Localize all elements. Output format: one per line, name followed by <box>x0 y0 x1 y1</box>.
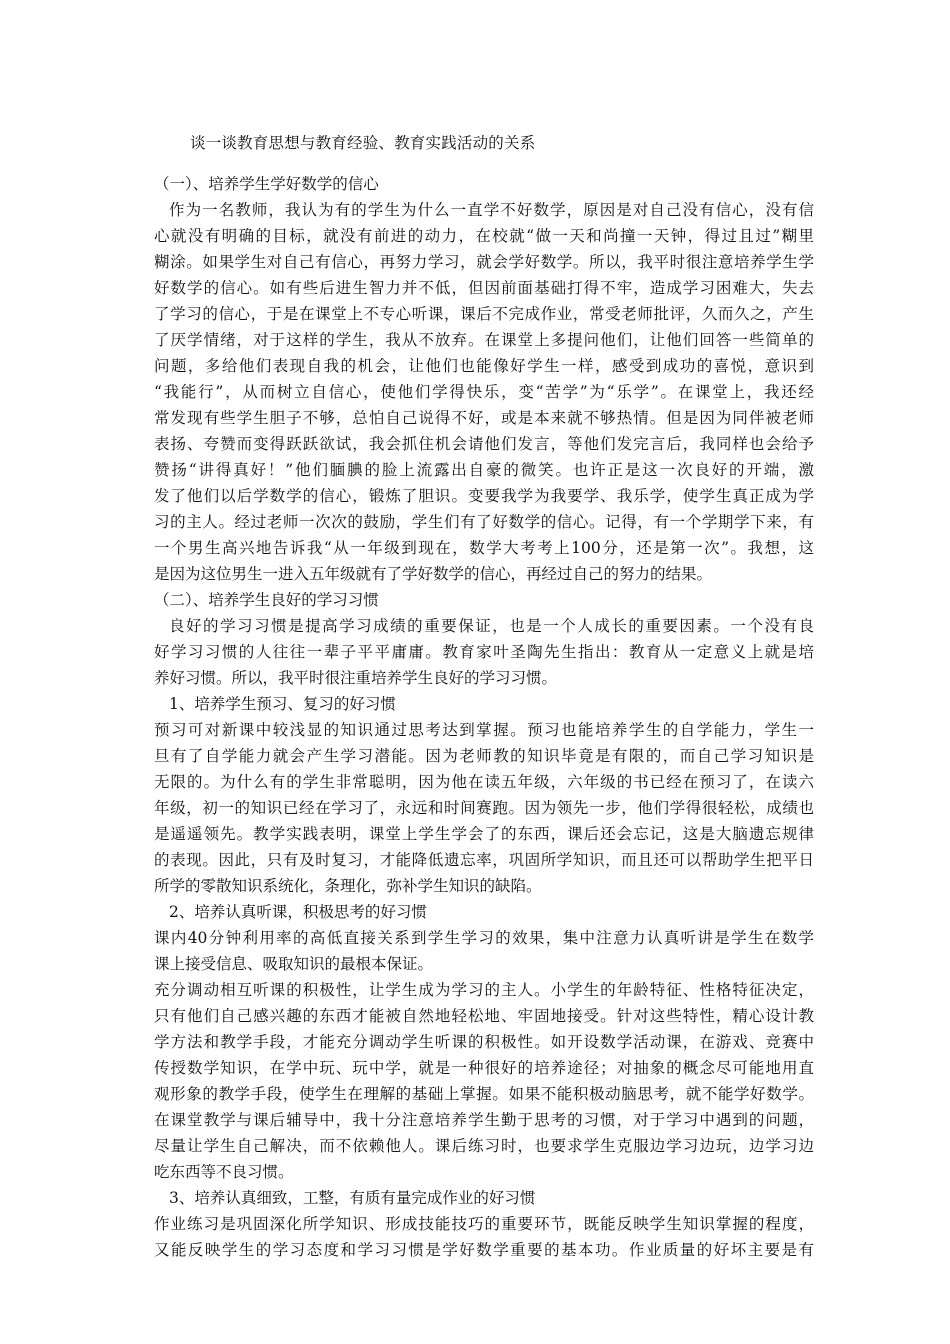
paragraph-line: 一个男生高兴地告诉我“从一年级到现在，数学大考考上100分，还是第一次”。我想，这 <box>154 539 814 557</box>
paragraph-line: 无限的。为什么有的学生非常聪明，因为他在读五年级，六年级的书已经在预习了，在读六 <box>154 773 814 791</box>
subsection-heading: 3、培养认真细致，工整，有质有量完成作业的好习惯 <box>169 1189 536 1207</box>
paragraph-line: 好数学的信心。如有些后进生智力并不低，但因前面基础打得不牢，造成学习困难大，失去 <box>154 279 814 297</box>
paragraph-line: 养好习惯。所以，我平时很注重培养学生良好的学习习惯。 <box>154 669 558 687</box>
paragraph-line: 学方法和教学手段，才能充分调动学生听课的积极性。如开设数学活动课，在游戏、竞赛中 <box>154 1033 814 1051</box>
document-title: 谈一谈教育思想与教育经验、教育实践活动的关系 <box>190 134 536 152</box>
paragraph-line: 良好的学习习惯是提高学习成绩的重要保证，也是一个人成长的重要因素。一个没有良 <box>169 617 814 635</box>
paragraph-line: 又能反映学生的学习态度和学习习惯是学好数学重要的基本功。作业质量的好坏主要是有 <box>154 1241 814 1259</box>
section-heading: （二）、培养学生良好的学习习惯 <box>154 591 379 609</box>
paragraph-line: 充分调动相互听课的积极性，让学生成为学习的主人。小学生的年龄特征、性格特征决定， <box>154 981 814 999</box>
paragraph-line: 课上接受信息、吸取知识的最根本保证。 <box>154 955 434 973</box>
paragraph-line: 观形象的教学手段，使学生在理解的基础上掌握。如果不能积极动脑思考，就不能学好数学。 <box>154 1085 814 1103</box>
paragraph-line: 赞扬“讲得真好！”他们腼腆的脸上流露出自豪的微笑。也许正是这一次良好的开端，激 <box>154 461 814 479</box>
paragraph-line: 在课堂教学与课后辅导中，我十分注意培养学生勤于思考的习惯，对于学习中遇到的问题， <box>154 1111 814 1129</box>
paragraph-line: 作为一名教师，我认为有的学生为什么一直学不好数学，原因是对自己没有信心，没有信 <box>169 201 814 219</box>
subsection-heading: 2、培养认真听课，积极思考的好习惯 <box>169 903 427 921</box>
paragraph-line: 问题，多给他们表现自我的机会，让他们也能像好学生一样，感受到成功的喜悦，意识到 <box>154 357 814 375</box>
document-body <box>154 171 814 1263</box>
paragraph-line: 发了他们以后学数学的信心，锻炼了胆识。变要我学为我要学、我乐学，使学生真正成为学 <box>154 487 814 505</box>
paragraph-line: 课内40分钟利用率的高低直接关系到学生学习的效果，集中注意力认真听讲是学生在数学 <box>154 929 814 947</box>
paragraph-line: 所学的零散知识系统化，条理化，弥补学生知识的缺陷。 <box>154 877 542 895</box>
paragraph-line: 习的主人。经过老师一次次的鼓励，学生们有了好数学的信心。记得，有一个学期学下来，有 <box>154 513 814 531</box>
paragraph-line: 了学习的信心，于是在课堂上不专心听课，课后不完成作业，常受老师批评，久而久之，产生 <box>154 305 814 323</box>
paragraph-line: 好学习习惯的人往往一辈子平平庸庸。教育家叶圣陶先生指出：教育从一定意义上就是培 <box>154 643 814 661</box>
paragraph-line: 表扬、夸赞而变得跃跃欲试，我会抓住机会请他们发言，等他们发完言后，我同样也会给予 <box>154 435 814 453</box>
paragraph-line: 传授数学知识，在学中玩、玩中学，就是一种很好的培养途径；对抽象的概念尽可能地用直 <box>154 1059 814 1077</box>
paragraph-line: 只有他们自己感兴趣的东西才能被自然地轻松地、牢固地接受。针对这些特性，精心设计教 <box>154 1007 814 1025</box>
subsection-heading: 1、培养学生预习、复习的好习惯 <box>169 695 396 713</box>
paragraph-line: 作业练习是巩固深化所学知识、形成技能技巧的重要环节，既能反映学生知识掌握的程度， <box>154 1215 814 1233</box>
paragraph-line: 是因为这位男生一进入五年级就有了学好数学的信心，再经过自己的努力的结果。 <box>154 565 713 583</box>
paragraph-line: 了厌学情绪，对于这样的学生，我从不放弃。在课堂上多提问他们，让他们回答一些简单的 <box>154 331 814 349</box>
paragraph-line: 糊涂。如果学生对自己有信心，再努力学习，就会学好数学。所以，我平时很注意培养学生学 <box>154 253 814 271</box>
paragraph-line: 是遥遥领先。教学实践表明，课堂上学生学会了的东西，课后还会忘记，这是大脑遗忘规律 <box>154 825 814 843</box>
paragraph-line: 尽量让学生自己解决，而不依赖他人。课后练习时，也要求学生克服边学习边玩，边学习边 <box>154 1137 814 1155</box>
paragraph-line: 吃东西等不良习惯。 <box>154 1163 294 1181</box>
paragraph-line: “我能行”，从而树立自信心，使他们学得快乐，变“苦学”为“乐学”。在课堂上，我还经 <box>154 383 814 401</box>
paragraph-line: 的表现。因此，只有及时复习，才能降低遗忘率，巩固所学知识，而且还可以帮助学生把平日 <box>154 851 814 869</box>
paragraph-line: 心就没有明确的目标，就没有前进的动力，在校就“做一天和尚撞一天钟，得过且过”糊里 <box>154 227 814 245</box>
paragraph-line: 旦有了自学能力就会产生学习潜能。因为老师教的知识毕竟是有限的，而自己学习知识是 <box>154 747 814 765</box>
paragraph-line: 年级，初一的知识已经在学习了，永远和时间赛跑。因为领先一步，他们学得很轻松，成绩也 <box>154 799 814 817</box>
section-heading: （一）、培养学生学好数学的信心 <box>154 175 379 193</box>
paragraph-line: 常发现有些学生胆子不够，总怕自己说得不好，或是本来就不够热情。但是因为同伴被老师 <box>154 409 814 427</box>
paragraph-line: 预习可对新课中较浅显的知识通过思考达到掌握。预习也能培养学生的自学能力，学生一 <box>154 721 814 739</box>
